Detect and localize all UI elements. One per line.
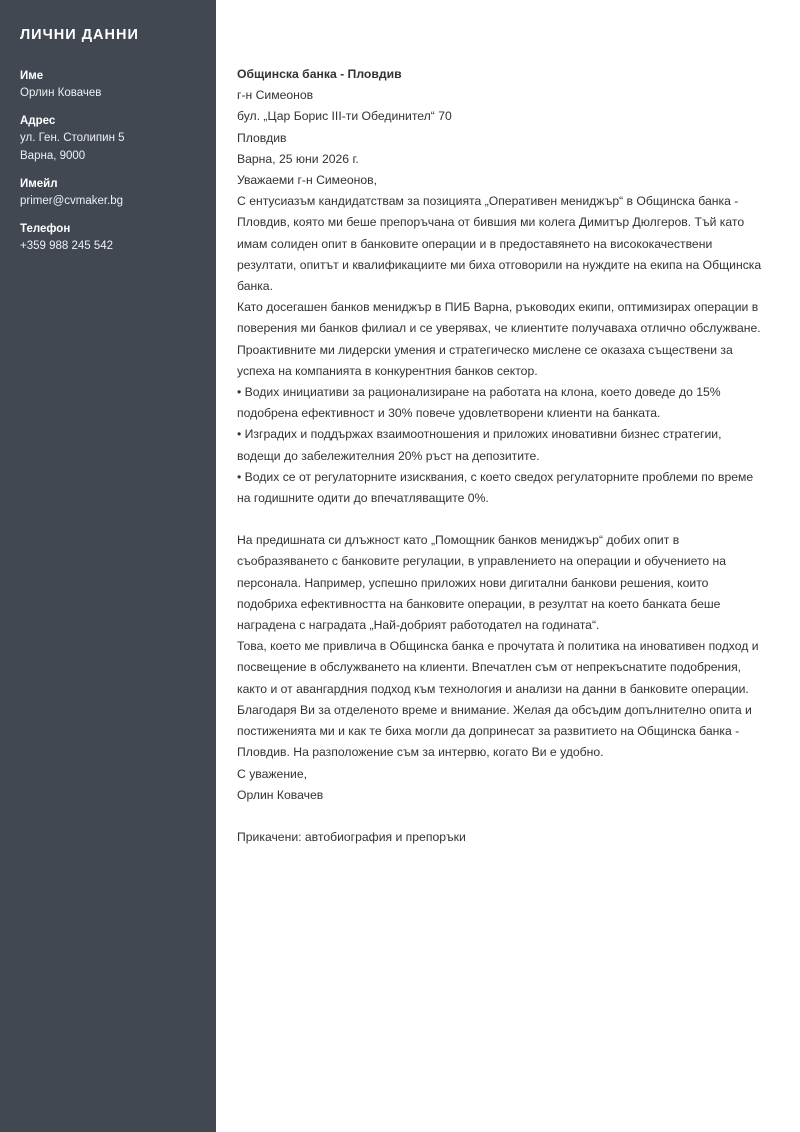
paragraph: Това, което ме привлича в Общинска банка е прочутата ѝ политика на иновативен подход и посвещение в обслужването на клиенти. Впечатлен съм от непрекъснатите подобрения, както и от авангардния подход към технология и анализи на данни в банковите операции. — [237, 639, 759, 696]
field-label: Адрес — [20, 115, 56, 127]
recipient-street: бул. „Цар Борис III-ти Обединител“ 70 — [237, 109, 452, 124]
list-item: • Водих се от регулаторните изисквания, с което сведох регулаторните проблеми по време на годишните одити до впечатляващите 0%. — [237, 469, 754, 506]
recipient-company: Общинска банка - Пловдив — [237, 67, 402, 81]
salutation: Уважаеми г-н Симеонов, — [237, 173, 377, 188]
field-value: +359 988 245 542 — [20, 240, 114, 252]
letter-body — [237, 64, 762, 848]
paragraph: Благодаря Ви за отделеното време и внимание. Желая да обсъдим допълнително опита и постиженията ми и как те биха могли да допринесат за развитието на Общинска банка - Пловдив. На разположение съм за интервю, когато Ви е удобно. — [237, 702, 752, 760]
paragraph: С ентусиазъм кандидатствам за позицията „Оперативен мениджър“ в Общинска банка - Пловдив, която ми беше препоръчана от бившия ми колега Димитър Дюлгеров. Тъй като имам солиден опит в банковите операции и в предоставянето на висококачествени резултати, опитът и квалификациите ми биха отговорили на нуждите на екипа на Общинска банка. — [237, 194, 762, 294]
field-value: Орлин Ковачев — [20, 87, 102, 99]
letter-date: Варна, 25 юни 2026 г. — [237, 151, 359, 166]
field-email — [20, 176, 196, 210]
field-label: Имейл — [20, 178, 58, 190]
sidebar — [0, 0, 216, 1132]
attachments-note: Прикачени: автобиография и препоръки — [237, 829, 466, 844]
field-name — [20, 68, 196, 102]
field-value: ул. Ген. Столипин 5 — [20, 132, 125, 144]
sidebar-title: ЛИЧНИ ДАННИ — [20, 27, 139, 43]
field-value: Варна, 9000 — [20, 150, 86, 162]
paragraph: На предишната си длъжност като „Помощник банков мениджър“ добих опит в съобразяването с банковите регулации, в управлението на операции и обучението на персонала. Например, успешно приложих нови дигитални банкови решения, които подобриха ефективността на банковите операции, в резултат на което банката беше наградена с наградата „Най-добрият работодател на годината“. — [237, 533, 727, 633]
list-item: • Водих инициативи за рационализиране на работата на клона, което доведе до 15% подобрена ефективност и 30% повече удовлетворени клиенти на банката. — [237, 385, 721, 421]
recipient-person: г-н Симеонов — [237, 88, 314, 103]
field-address — [20, 113, 196, 165]
signature: Орлин Ковачев — [237, 787, 324, 802]
recipient-block — [237, 64, 762, 149]
achievements-list — [237, 382, 762, 509]
paragraph: Като досегашен банков мениджър в ПИБ Варна, ръководих екипи, оптимизирах операции в поверения ми банков филиал и се уверявах, че клиентите получаваха отлично обслужване. Проактивните ми лидерски умения и стратегическо мислене се оказаха съществени за успеха на компанията в конкурентния банков сектор. — [237, 300, 761, 378]
field-label: Телефон — [20, 223, 71, 235]
list-item: • Изградих и поддържах взаимоотношения и приложих иновативни бизнес стратегии, водещи до забележителния 20% ръст на депозитите. — [237, 427, 722, 463]
recipient-city: Пловдив — [237, 130, 287, 145]
closing-block — [237, 764, 762, 806]
field-phone — [20, 221, 196, 255]
field-label: Име — [20, 70, 44, 82]
closing: С уважение, — [237, 766, 308, 781]
field-value: primer@cvmaker.bg — [20, 195, 124, 207]
